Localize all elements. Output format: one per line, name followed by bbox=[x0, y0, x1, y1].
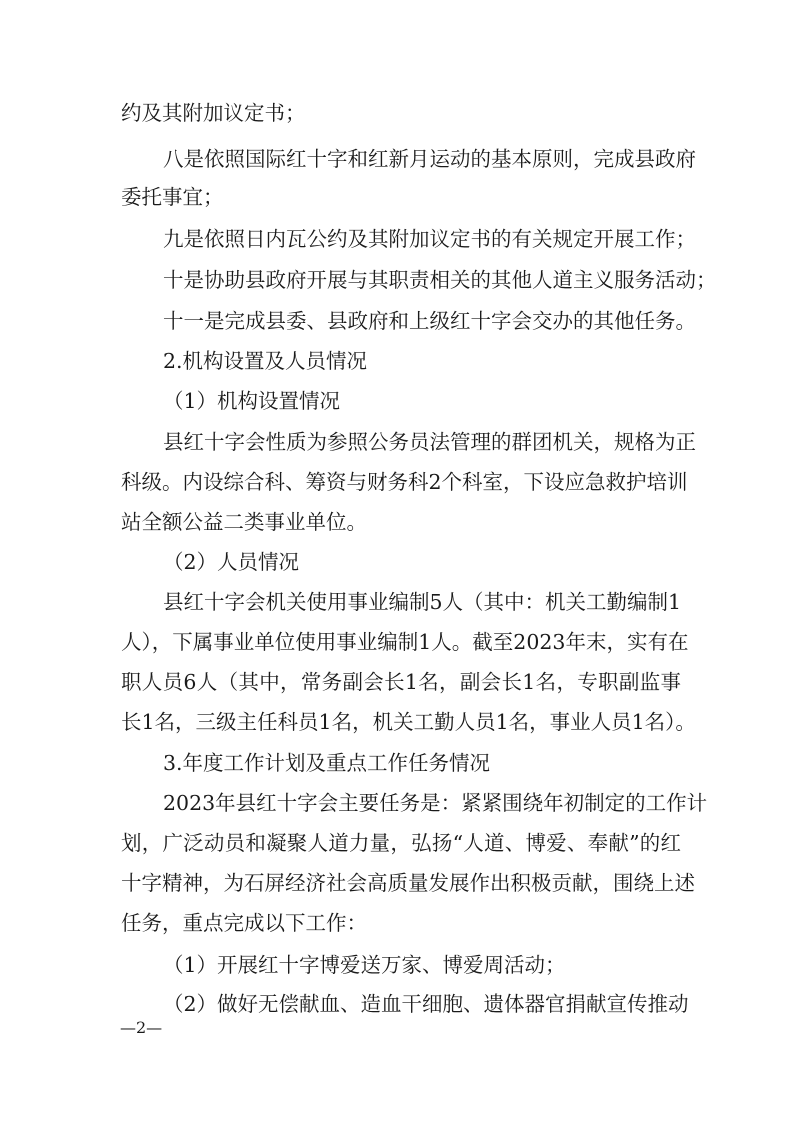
section-heading: 2.机构设置及人员情况 bbox=[163, 349, 368, 373]
section-heading: 3.年度工作计划及重点工作任务情况 bbox=[163, 751, 491, 775]
text-line: 约及其附加议定书； bbox=[121, 101, 306, 125]
subsection-heading: （2）人员情况 bbox=[163, 550, 300, 574]
text-line: 十是协助县政府开展与其职责相关的其他人道主义服务活动； bbox=[163, 268, 717, 292]
text-line: 九是依照日内瓦公约及其附加议定书的有关规定开展工作； bbox=[163, 227, 696, 251]
text-line: 2023年县红十字会主要任务是：紧紧围绕年初制定的工作计 bbox=[163, 791, 708, 815]
text-line: 十一是完成县委、县政府和上级红十字会交办的其他任务。 bbox=[163, 309, 696, 333]
page-number: —2— bbox=[120, 1018, 163, 1037]
text-line: 站全额公益二类事业单位。 bbox=[121, 510, 367, 534]
text-line: 十字精神，为石屏经济社会高质量发展作出积极贡献，围绕上述 bbox=[121, 871, 695, 895]
text-line: 县红十字会机关使用事业编制5人（其中：机关工勤编制1 bbox=[163, 590, 682, 614]
text-line: 长1名，三级主任科员1名，机关工勤人员1名，事业人员1名）。 bbox=[121, 710, 696, 734]
text-line: 八是依照国际红十字和红新月运动的基本原则，完成县政府 bbox=[163, 147, 696, 171]
text-line: （2）做好无偿献血、造血干细胞、遗体器官捐献宣传推动 bbox=[163, 992, 689, 1016]
text-line: 人），下属事业单位使用事业编制1人。截至2023年末，实有在 bbox=[121, 630, 689, 654]
text-line: 划，广泛动员和凝聚人道力量，弘扬“人道、博爱、奉献”的红 bbox=[121, 831, 681, 855]
text-line: 县红十字会性质为参照公务员法管理的群团机关，规格为正 bbox=[163, 430, 696, 454]
text-line: 科级。内设综合科、筹资与财务科2个科室，下设应急救护培训 bbox=[121, 470, 688, 494]
subsection-heading: （1）机构设置情况 bbox=[163, 389, 341, 413]
text-line: （1）开展红十字博爱送万家、博爱周活动； bbox=[163, 953, 566, 977]
text-line: 委托事宜； bbox=[121, 185, 224, 209]
text-line: 任务，重点完成以下工作： bbox=[121, 911, 367, 935]
text-line: 职人员6人（其中，常务副会长1名，副会长1名，专职副监事 bbox=[121, 670, 681, 694]
